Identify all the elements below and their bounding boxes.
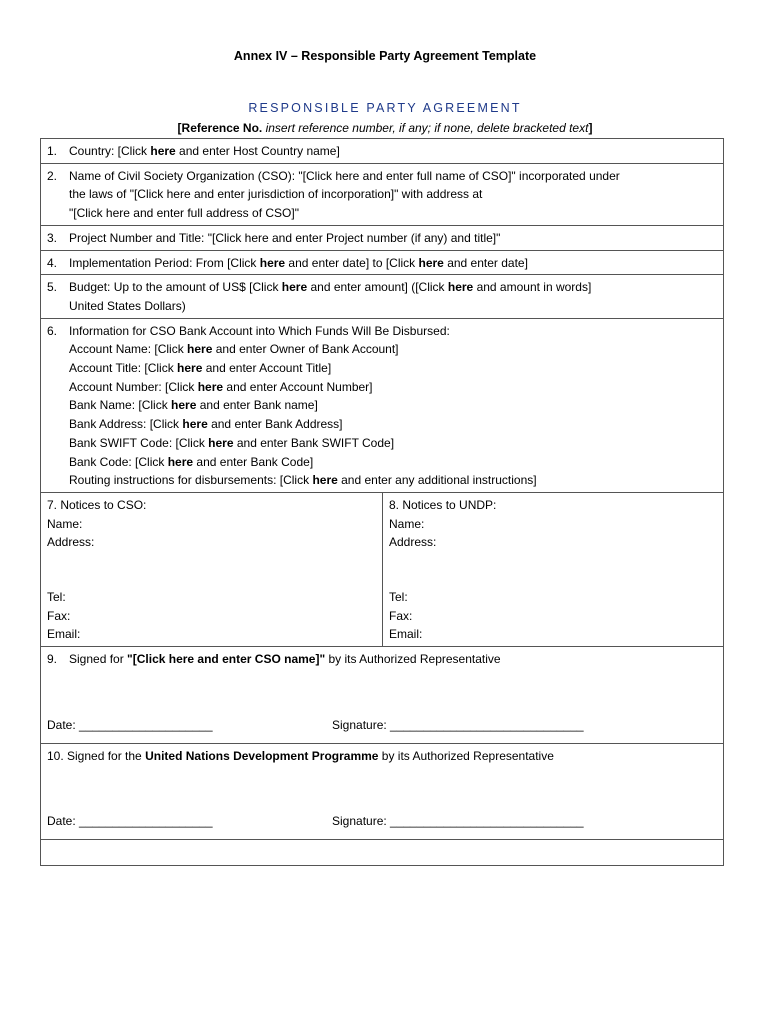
signed-cso-cell[interactable] — [41, 647, 724, 743]
cso-fax-label: Fax: — [47, 608, 71, 623]
bank-address-click-here[interactable]: here — [182, 417, 208, 432]
bank-code-post: and enter Bank Code] — [193, 454, 314, 469]
item-number: 3. — [47, 230, 58, 245]
signed-undp-org: United Nations Development Programme — [145, 748, 379, 763]
cso-line-1: Name of Civil Society Organization (CSO): "[Click here and enter full name of CSO]" incorporated under — [69, 168, 620, 183]
undp-tel-label: Tel: — [389, 590, 408, 605]
account-name-pre: Account Name: [Click — [69, 342, 188, 357]
budget-words-click-here[interactable]: here — [447, 280, 474, 295]
page-title: Annex IV – Responsible Party Agreement Template — [233, 49, 537, 63]
spacer — [47, 669, 717, 716]
account-title-line — [47, 359, 717, 378]
spacer — [47, 570, 376, 588]
signed-cso-post: by its Authorized Representative — [325, 652, 501, 667]
signed-undp-post: by its Authorized Representative — [378, 748, 554, 763]
row-notices — [41, 492, 724, 646]
bank-name-line — [47, 396, 717, 415]
bank-cell[interactable] — [41, 318, 724, 492]
country-text-pre: Country: [Click — [69, 144, 151, 158]
cso-address-label: Address: — [47, 535, 95, 550]
undp-date-field[interactable]: Date: ____________________ — [47, 814, 213, 829]
reference-close-bracket: ] — [588, 121, 593, 135]
cso-name-label: Name: — [47, 516, 83, 531]
budget-line-2: United States Dollars) — [69, 298, 186, 313]
cso-signature-field[interactable]: Signature: _____________________________ — [332, 717, 584, 732]
cso-tel-label: Tel: — [47, 590, 66, 605]
period-cell[interactable] — [41, 250, 724, 275]
item-number: 4. — [47, 255, 58, 270]
account-title-pre: Account Title: [Click — [69, 361, 178, 376]
period-start-click-here[interactable]: here — [259, 255, 286, 270]
row-signed-cso — [41, 647, 724, 743]
bank-name-post: and enter Bank name] — [196, 398, 318, 413]
notices-undp-cell[interactable] — [383, 492, 724, 646]
item-number: 9. — [47, 652, 58, 667]
blank-cell[interactable] — [41, 839, 724, 865]
bank-address-pre: Bank Address: [Click — [69, 417, 183, 432]
undp-signature-row — [47, 812, 717, 831]
budget-cell[interactable] — [41, 275, 724, 318]
swift-post: and enter Bank SWIFT Code] — [233, 435, 395, 450]
spacer — [47, 552, 376, 570]
bank-name-pre: Bank Name: [Click — [69, 398, 172, 413]
row-bank — [41, 318, 724, 492]
account-number-click-here[interactable]: here — [197, 379, 224, 394]
spacer — [47, 765, 717, 812]
period-text-2: and enter date] to [Click — [285, 255, 419, 270]
account-title-post: and enter Account Title] — [202, 361, 332, 376]
account-title-click-here[interactable]: here — [177, 361, 203, 376]
cso-email-label: Email: — [47, 627, 81, 642]
signed-undp-pre: 10. Signed for the — [47, 748, 146, 763]
project-text: Project Number and Title: "[Click here and enter Project number (if any) and title]" — [69, 230, 501, 245]
cso-line-2: the laws of "[Click here and enter jurisdiction of incorporation]" with address at — [69, 187, 483, 202]
item-number: 2. — [47, 168, 58, 183]
reference-line — [0, 121, 770, 135]
reference-hint: insert reference number, if any; if none, delete bracketed text — [262, 121, 589, 135]
bank-address-post: and enter Bank Address] — [207, 417, 343, 432]
signed-cso-click-here[interactable]: "[Click here and enter CSO name]" — [127, 652, 326, 667]
signed-cso-pre: Signed for — [69, 652, 128, 667]
reference-open-bracket: [ — [177, 121, 182, 135]
bank-name-click-here[interactable]: here — [171, 398, 197, 413]
row-period — [41, 250, 724, 275]
undp-fax-label: Fax: — [389, 608, 413, 623]
budget-text-3: and amount in words] — [473, 280, 592, 295]
routing-line — [47, 471, 717, 490]
spacer — [389, 552, 717, 570]
bank-code-pre: Bank Code: [Click — [69, 454, 168, 469]
notices-cso-heading: 7. Notices to CSO: — [47, 497, 147, 512]
bank-intro: Information for CSO Bank Account into Which Funds Will Be Disbursed: — [69, 323, 450, 338]
reference-label: Reference No. — [181, 121, 263, 135]
item-number: 6. — [47, 323, 58, 338]
undp-address-label: Address: — [389, 535, 437, 550]
swift-click-here[interactable]: here — [208, 435, 234, 450]
bank-code-line — [47, 453, 717, 472]
account-name-line — [47, 340, 717, 359]
signed-undp-cell[interactable] — [41, 743, 724, 839]
row-signed-undp — [41, 743, 724, 839]
budget-amount-click-here[interactable]: here — [281, 280, 308, 295]
routing-post: and enter any additional instructions] — [337, 473, 537, 488]
agreement-heading: RESPONSIBLE PARTY AGREEMENT — [248, 101, 522, 115]
item-number: 5. — [47, 280, 58, 295]
account-name-post: and enter Owner of Bank Account] — [212, 342, 399, 357]
bank-code-click-here[interactable]: here — [167, 454, 194, 469]
country-text-post: and enter Host Country name] — [175, 144, 340, 158]
routing-pre: Routing instructions for disbursements: [Click — [69, 473, 313, 488]
swift-pre: Bank SWIFT Code: [Click — [69, 435, 209, 450]
agreement-form-table — [40, 138, 724, 866]
row-project — [41, 225, 724, 250]
row-budget — [41, 275, 724, 318]
row-country — [41, 139, 724, 164]
country-cell[interactable] — [41, 139, 724, 164]
cso-line-3: "[Click here and enter full address of CSO]" — [69, 206, 299, 221]
cso-cell[interactable] — [41, 163, 724, 225]
cso-date-field[interactable]: Date: ____________________ — [47, 717, 213, 732]
period-text-1: Implementation Period: From [Click — [69, 255, 260, 270]
account-name-click-here[interactable]: here — [187, 342, 213, 357]
period-end-click-here[interactable]: here — [418, 255, 444, 270]
row-cso — [41, 163, 724, 225]
account-number-line — [47, 378, 717, 397]
row-blank — [41, 839, 724, 865]
account-number-pre: Account Number: [Click — [69, 379, 198, 394]
notices-cso-cell[interactable] — [41, 492, 383, 646]
item-number: 1. — [47, 144, 58, 158]
project-cell[interactable] — [41, 225, 724, 250]
spacer — [389, 570, 717, 588]
notices-undp-heading: 8. Notices to UNDP: — [389, 497, 497, 512]
undp-email-label: Email: — [389, 627, 423, 642]
period-text-3: and enter date] — [443, 255, 528, 270]
cso-signature-row — [47, 716, 717, 735]
account-number-post: and enter Account Number] — [223, 379, 373, 394]
country-click-here[interactable]: here — [150, 144, 176, 158]
budget-text-1: Budget: Up to the amount of US$ [Click — [69, 280, 282, 295]
undp-signature-field[interactable]: Signature: _____________________________ — [332, 814, 584, 829]
swift-line — [47, 434, 717, 453]
routing-click-here[interactable]: here — [312, 473, 338, 488]
budget-text-2: and enter amount] ([Click — [307, 280, 448, 295]
bank-address-line — [47, 415, 717, 434]
undp-name-label: Name: — [389, 516, 425, 531]
